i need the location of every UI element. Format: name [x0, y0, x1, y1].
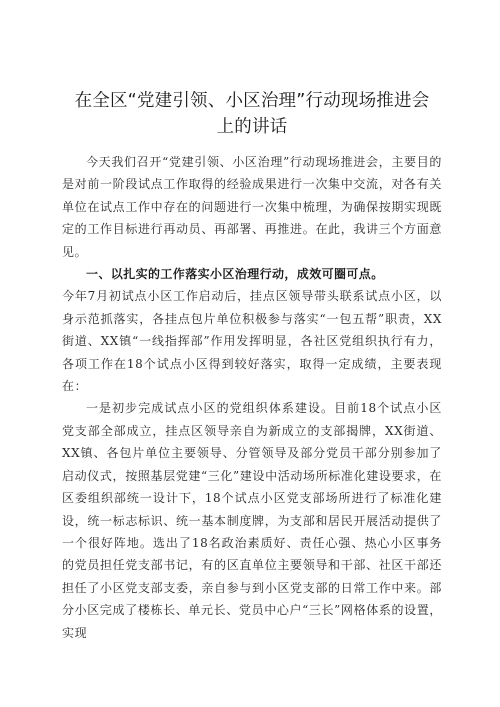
intro-paragraph: 今天我们召开“党建引领、小区治理”行动现场推进会，主要目的是对前一阶段试点工作取得的经验成果进行一次集中交流，对各有关单位在试点工作中存在的问题进行一次集中梳理，为确保按期实现既定的工作目标进行再动员、再部署、再推进。在此，我讲三个方面意见。	[62, 155, 442, 259]
body-paragraph-2: 一是初步完成试点小区的党组织体系建设。目前18个试点小区党支部全部成立，挂点区领导亲自为新成立的支部揭牌，XX街道、XX镇、各包片单位主要领导、分管领导及部分党员干部分别参加了启动仪式，按照基层党建“三化”建设中活动场所标准化建设要求，在区委组织部统一设计下，18个试点小区党支部场所进行了标准化建设，统一标志标识、统一基本制度牌，为支部和居民开展活动提供了一个很好阵地。选出了18名政治素质好、责任心强、热心小区事务的党员担任党支部书记，有的区直单位主要领导和干部、社区干部还担任了小区党支部支委，亲自参与到小区党支部的日常工作中来。部分小区完成了楼栋长、单元长、党员中心户“三长”网格体系的设置，实现	[62, 401, 442, 640]
document-body	[62, 151, 442, 644]
section-heading-1: 一、以扎实的工作落实小区治理行动，成效可圈可点。	[86, 267, 384, 282]
document-title	[62, 88, 442, 140]
document-title-line-1: 在全区“党建引领、小区治理”行动现场推进会	[74, 91, 430, 111]
document-title-line-2: 上的讲话	[216, 117, 288, 137]
body-paragraph-1: 今年7月初试点小区工作启动后，挂点区领导带头联系试点小区，以身示范抓落实，各挂点包片单位积极参与落实“一包五帮”职责，XX街道、XX镇“一线指挥部”作用发挥明显，各社区党组织执行有力，各项工作在18个试点小区得到较好落实，取得一定成绩，主要表现在：	[62, 289, 442, 394]
